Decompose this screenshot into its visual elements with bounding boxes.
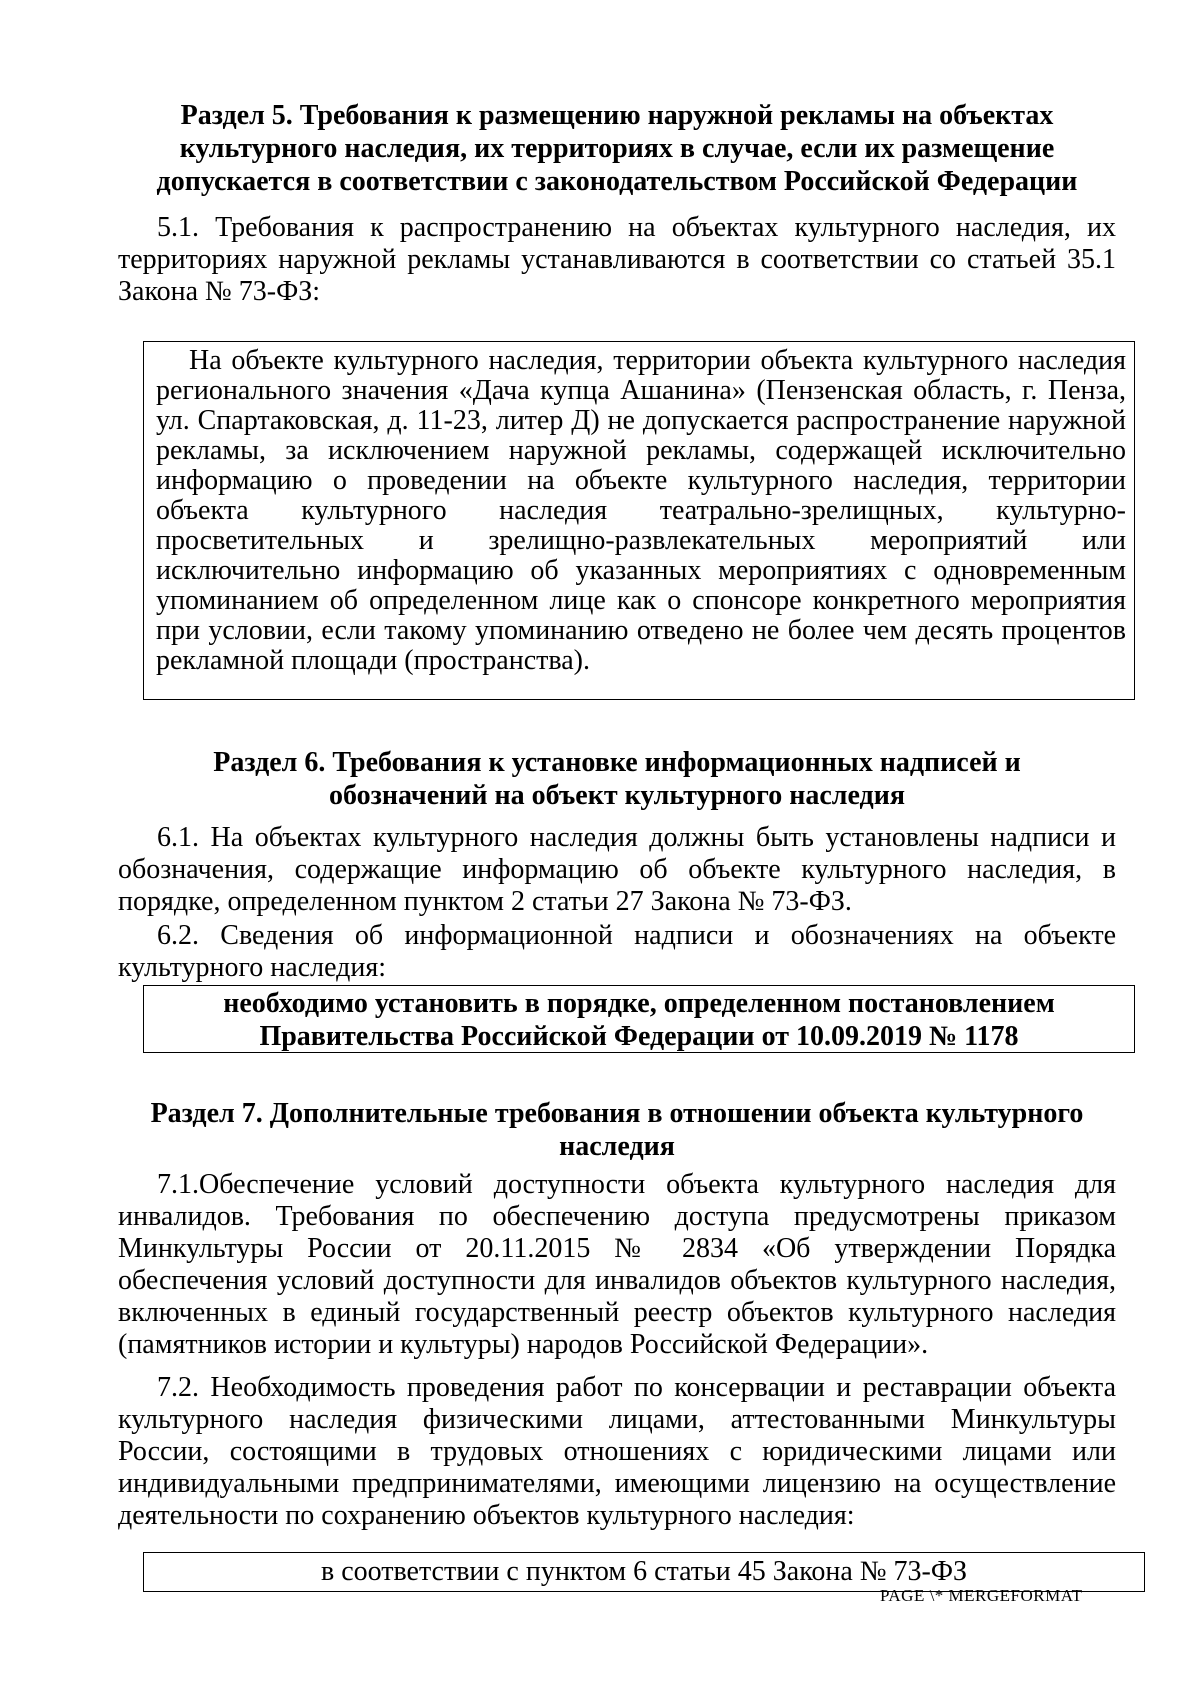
paragraph-5-1: 5.1. Требования к распространению на объектах культурного наследия, их территориях наружной рекламы устанавливаются в соответствии со статьей 35.1 Закона № 73-ФЗ:: [118, 212, 1116, 307]
paragraph-6-1: 6.1. На объектах культурного наследия должны быть установлены надписи и обозначения, содержащие информацию об объекте культурного наследия, в порядке, определенном пунктом 2 статьи 27 Закона № 73-ФЗ.: [118, 822, 1116, 917]
advertising-requirements-box: [143, 341, 1135, 700]
section-7-title-line-1: Раздел 7. Дополнительные требования в отношении объекта культурного: [150, 1098, 1084, 1129]
section-5-title-line-1: Раздел 5. Требования к размещению наружной рекламы на объектах: [180, 100, 1054, 131]
section-5-title: [118, 99, 1116, 198]
section-6-title-line-2: обозначений на объект культурного наследия: [329, 780, 905, 811]
advertising-requirements-text: На объекте культурного наследия, территории объекта культурного наследия регионального значения «Дача купца Ашанина» (Пензенская область, г. Пенза, ул. Спартаковская, д. 11-23, литер Д) не допускается распространение наружной рекламы, за исключением наружной рекламы, содержащей исключительно информацию о проведении на объекте культурного наследия, территории объекта культурного наследия театрально-зрелищных, культурно-просветительных и зрелищно-развлекательных мероприятий или исключительно информацию об указанных мероприятиях с одновременным упоминанием об определенном лице как о спонсоре конкретного мероприятия при условии, если такому упоминанию отведено не более чем десять процентов рекламной площади (пространства).: [156, 345, 1126, 676]
section-5-title-line-3: допускается в соответствии с законодательством Российской Федерации: [156, 166, 1078, 197]
paragraph-7-1: 7.1.Обеспечение условий доступности объекта культурного наследия для инвалидов. Требования по обеспечению доступа предусмотрены приказом Минкультуры России от 20.11.2015 № 2834 «Об утверждении Порядка обеспечения условий доступности для инвалидов объектов культурного наследия, включенных в единый государственный реестр объектов культурного наследия (памятников истории и культуры) народов Российской Федерации».: [118, 1169, 1116, 1360]
information-signs-box: [143, 985, 1135, 1053]
section-5-title-line-2: культурного наследия, их территориях в случае, если их размещение: [179, 133, 1055, 164]
information-signs-line-2: Правительства Российской Федерации от 10.09.2019 № 1178: [259, 1021, 1019, 1052]
section-7-title-line-2: наследия: [559, 1131, 675, 1162]
section-7-title: [118, 1097, 1116, 1163]
paragraph-6-2: 6.2. Сведения об информационной надписи и обозначениях на объекте культурного наследия:: [118, 920, 1116, 983]
information-signs-line-1: необходимо установить в порядке, определенном постановлением: [223, 988, 1055, 1019]
page-field-footer: PAGE \* MERGEFORMAT: [880, 1586, 1083, 1605]
conservation-works-text: в соответствии с пунктом 6 статьи 45 Закона № 73-ФЗ: [320, 1556, 968, 1587]
section-6-title-line-1: Раздел 6. Требования к установке информационных надписей и: [213, 747, 1021, 778]
paragraph-7-2: 7.2. Необходимость проведения работ по консервации и реставрации объекта культурного наследия физическими лицами, аттестованными Минкультуры России, состоящими в трудовых отношениях с юридическими лицами или индивидуальными предпринимателями, имеющими лицензию на осуществление деятельности по сохранению объектов культурного наследия:: [118, 1372, 1116, 1531]
section-6-title: [118, 746, 1116, 812]
